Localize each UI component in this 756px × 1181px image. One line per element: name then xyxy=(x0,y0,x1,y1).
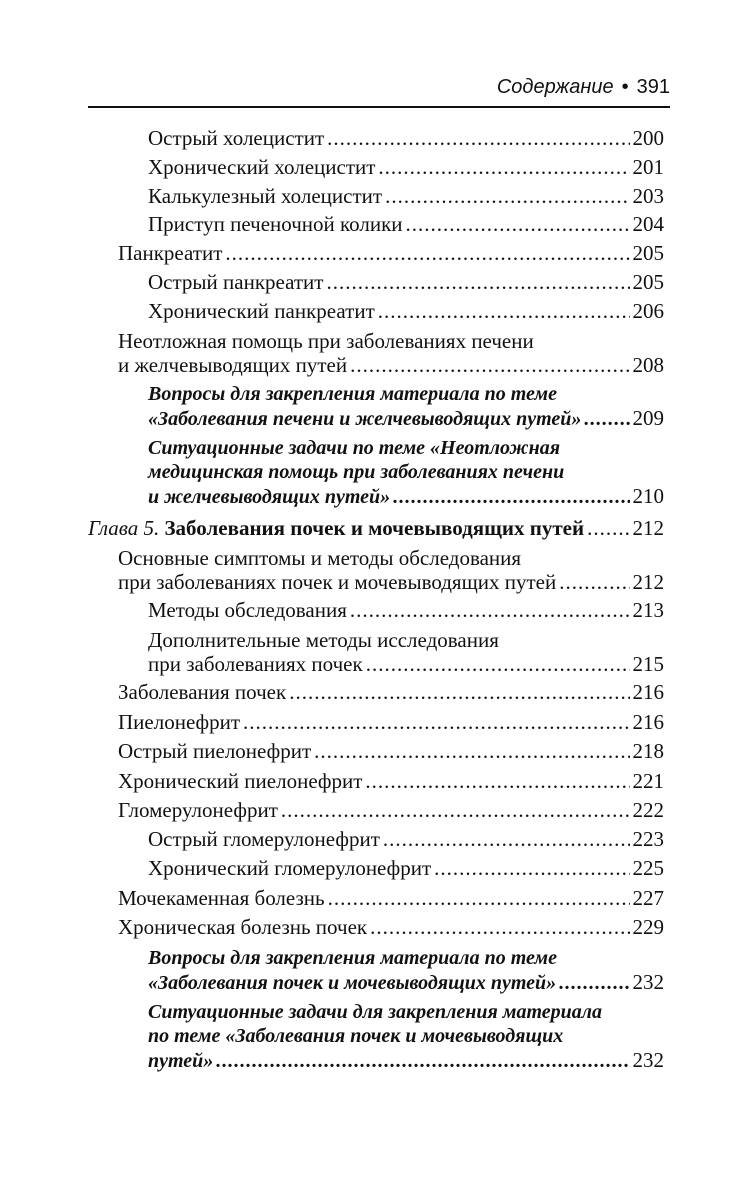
toc-entry-title: Острый панкреатит xyxy=(148,270,324,294)
toc-page-number: 212 xyxy=(632,516,664,540)
toc-entry-title: Хронический гломерулонефрит xyxy=(148,856,432,880)
dot-leader xyxy=(378,299,630,323)
bullet-separator: • xyxy=(621,76,629,98)
toc-entry[interactable] xyxy=(148,184,664,208)
toc-entry-title: Панкреатит xyxy=(118,241,223,265)
dot-leader xyxy=(559,971,629,995)
toc-page-number: 216 xyxy=(632,710,664,734)
toc-entry[interactable] xyxy=(148,827,664,851)
toc-entry-title: «Заболевания печени и желчевыводящих путей» xyxy=(148,408,582,430)
toc-entry-title-line: медицинская помощь при заболеваниях печени xyxy=(148,461,565,483)
toc-page-number: 204 xyxy=(632,212,664,236)
toc-entry[interactable] xyxy=(148,299,664,323)
dot-leader xyxy=(350,353,629,377)
toc-page-number: 227 xyxy=(632,886,664,910)
toc-entry[interactable] xyxy=(148,270,664,294)
toc-page-number: 200 xyxy=(632,126,664,150)
dot-leader xyxy=(365,769,629,793)
toc-entry-title: Мочекаменная болезнь xyxy=(118,886,325,910)
toc-entry-title-line: Вопросы для закрепления материала по теме xyxy=(148,947,557,969)
dot-leader xyxy=(434,856,629,880)
toc-entry-title: путей» xyxy=(148,1050,214,1072)
dot-leader xyxy=(378,155,629,179)
toc-entry[interactable] xyxy=(118,798,664,822)
dot-leader xyxy=(393,485,629,509)
dot-leader xyxy=(406,212,630,236)
toc-entry-title: и желчевыводящих путей xyxy=(118,353,348,377)
toc-entry-title: Хронический панкреатит xyxy=(148,299,375,323)
toc-entry[interactable] xyxy=(118,710,664,734)
toc-page-number: 232 xyxy=(632,970,664,994)
dot-leader xyxy=(584,407,629,431)
toc-page-number: 222 xyxy=(632,798,664,822)
toc-page-number: 218 xyxy=(632,739,664,763)
dot-leader xyxy=(383,827,630,851)
dot-leader xyxy=(225,241,629,265)
toc-entry-title: Хронический пиелонефрит xyxy=(118,769,363,793)
toc-entry[interactable] xyxy=(148,155,664,179)
toc-entry[interactable] xyxy=(118,680,664,704)
toc-entry[interactable] xyxy=(148,212,664,236)
dot-leader xyxy=(328,886,630,910)
toc-entry-title-line: Ситуационные задачи по теме «Неотложная xyxy=(148,437,561,459)
toc-entry-title: при заболеваниях почек xyxy=(148,652,363,676)
toc-entry-case-tasks[interactable] xyxy=(148,436,664,509)
toc-entry[interactable] xyxy=(118,886,664,910)
toc-entry[interactable] xyxy=(148,856,664,880)
running-header-page-number: 391 xyxy=(636,76,670,98)
toc-entry[interactable] xyxy=(118,546,664,594)
toc-page-number: 203 xyxy=(632,184,664,208)
toc-page-number: 209 xyxy=(632,406,664,430)
dot-leader xyxy=(559,570,629,594)
dot-leader xyxy=(216,1049,629,1073)
toc-entry-title-line: по теме «Заболевания почек и мочевыводящих xyxy=(148,1025,564,1047)
toc-entry-title: Заболевания почек xyxy=(118,680,287,704)
toc-entry-title: Острый гломерулонефрит xyxy=(148,827,380,851)
toc-entry[interactable] xyxy=(118,329,664,377)
running-header-title: Содержание xyxy=(496,76,614,98)
chapter-title: Заболевания почек и мочевыводящих путей xyxy=(164,516,585,540)
toc-entry-review-questions[interactable] xyxy=(148,382,664,431)
toc-page-number: 205 xyxy=(632,241,664,265)
toc-page-number: 225 xyxy=(632,856,664,880)
toc-entry-title-line: Дополнительные методы исследования xyxy=(148,628,499,652)
running-header xyxy=(88,72,670,108)
toc-entry-title: при заболеваниях почек и мочевыводящих путей xyxy=(118,570,557,594)
dot-leader xyxy=(370,915,629,939)
toc-entry[interactable] xyxy=(148,126,664,150)
toc-entry[interactable] xyxy=(148,628,664,676)
dot-leader xyxy=(314,739,629,763)
dot-leader xyxy=(350,598,630,622)
toc-page-number: 232 xyxy=(632,1048,664,1072)
chapter-label: Глава 5. xyxy=(88,516,160,540)
toc-entry-title: Острый пиелонефрит xyxy=(118,739,312,763)
toc-entry-title: Хроническая болезнь почек xyxy=(118,915,368,939)
toc-page-number: 216 xyxy=(632,680,664,704)
dot-leader xyxy=(587,516,629,540)
toc-chapter-entry[interactable] xyxy=(88,516,664,540)
toc-page-number: 213 xyxy=(632,598,664,622)
toc-page-number: 201 xyxy=(632,155,664,179)
toc-entry-title: Гломерулонефрит xyxy=(118,798,278,822)
toc-entry[interactable] xyxy=(118,769,664,793)
toc-entry-title: Приступ печеночной колики xyxy=(148,212,403,236)
toc-page-number: 229 xyxy=(632,915,664,939)
toc-entry-title-line: Ситуационные задачи для закрепления материала xyxy=(148,1001,603,1023)
dot-leader xyxy=(243,710,629,734)
toc-entry-title: Калькулезный холецистит xyxy=(148,184,383,208)
toc-entry-title: Хронический холецистит xyxy=(148,155,376,179)
dot-leader xyxy=(281,798,630,822)
toc-entry-title: «Заболевания почек и мочевыводящих путей» xyxy=(148,972,557,994)
dot-leader xyxy=(366,652,630,676)
dot-leader xyxy=(289,680,629,704)
toc-page-number: 212 xyxy=(632,570,664,594)
toc-page-number: 221 xyxy=(632,769,664,793)
toc-entry-title: Острый холецистит xyxy=(148,126,325,150)
dot-leader xyxy=(326,270,629,294)
toc-page-number: 223 xyxy=(632,827,664,851)
toc-entry-review-questions[interactable] xyxy=(148,946,664,995)
toc-entry-title: и желчевыводящих путей» xyxy=(148,486,391,508)
toc-page-number: 208 xyxy=(632,353,664,377)
toc-entry-case-tasks[interactable] xyxy=(148,1000,664,1073)
toc-entry[interactable] xyxy=(118,241,664,265)
dot-leader xyxy=(327,126,629,150)
toc-entry-title: Методы обследования xyxy=(148,598,347,622)
dot-leader xyxy=(385,184,629,208)
toc-page-number: 210 xyxy=(632,484,664,508)
toc-entry-title-line: Вопросы для закрепления материала по теме xyxy=(148,383,557,405)
toc-entry-title: Пиелонефрит xyxy=(118,710,241,734)
toc-page-number: 205 xyxy=(632,270,664,294)
toc-entry-title-line: Неотложная помощь при заболеваниях печени xyxy=(118,329,534,353)
toc-entry[interactable] xyxy=(118,915,664,939)
toc-page-number: 215 xyxy=(632,652,664,676)
toc-entry[interactable] xyxy=(118,739,664,763)
chapter-heading xyxy=(88,516,584,540)
toc-page-number: 206 xyxy=(632,299,664,323)
toc-entry-title-line: Основные симптомы и методы обследования xyxy=(118,546,522,570)
toc-entry[interactable] xyxy=(148,598,664,622)
